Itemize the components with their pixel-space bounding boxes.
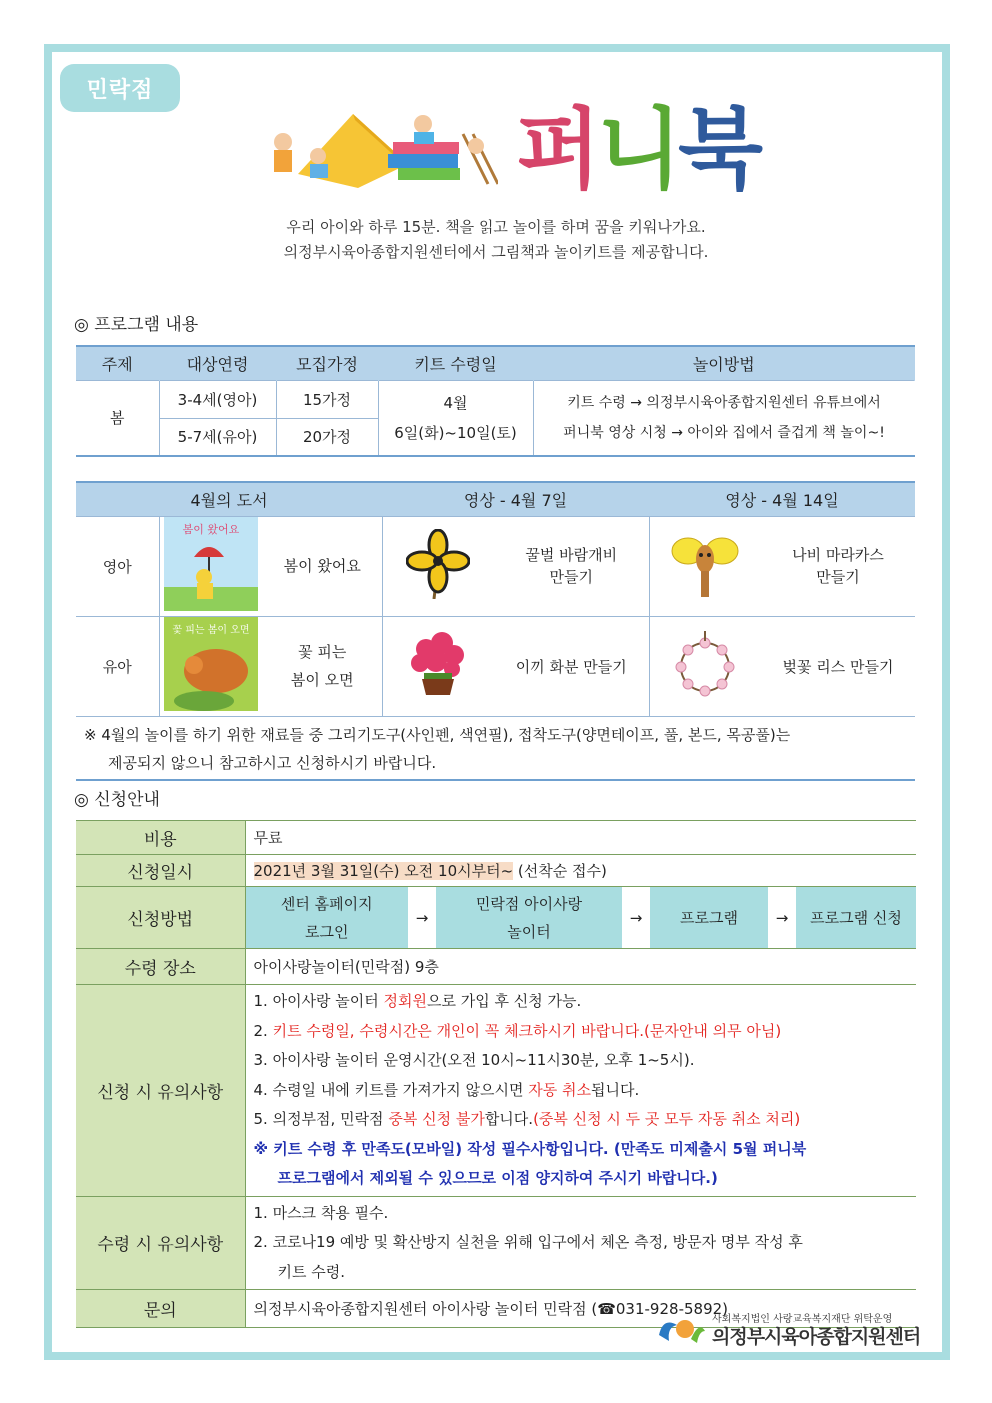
receive-item: 2. 코로나19 예방 및 확산방지 실천을 위해 입구에서 체온 측정, 방문자 명부 작성 후 [253,1233,803,1251]
group-cell: 유아 [76,616,159,716]
count-cell: 15가정 [276,380,378,418]
activity-label: 꿀벌 바람개비 만들기 [494,516,649,616]
apply-notice-list [245,985,916,1197]
book-cover [159,516,263,616]
program-table [76,345,915,457]
book-cover [159,616,263,716]
activity-image [649,616,761,716]
book-title: 꽃 피는 봄이 오면 [263,616,382,716]
col-count: 모집가정 [276,346,378,380]
book-cover-image [164,517,258,611]
receive-item: 1. 마스크 착용 필수. [253,1203,389,1222]
butterfly-maracas-icon [670,529,740,599]
notice-item: 5. 의정부점, 민락점 중복 신청 불가합니다.(중복 신청 시 두 곳 모두 자동 취소 처리) [253,1110,801,1128]
count-cell: 20가정 [276,418,378,456]
step-program: 프로그램 [650,887,768,949]
place-value: 아이사랑놀이터(민락점) 9층 [245,949,916,985]
arrow-icon: → [408,887,436,949]
col-method: 놀이방법 [533,346,915,380]
section-program-heading: ◎ 프로그램 내용 [74,315,199,335]
fee-label: 비용 [76,821,245,855]
footer-center-name: 의정부시육아종합지원센터 [712,1326,921,1348]
center-logo-icon [655,1311,707,1347]
date-label: 신청일시 [76,855,245,887]
receive-notice-list [245,1196,916,1290]
col-video1: 영상 - 4월 7일 [382,482,649,516]
children-reading-illustration [258,104,498,196]
age-cell: 3-4세(영아) [159,380,276,418]
notice-item: 2. 키트 수령일, 수령시간은 개인이 꼭 체크하시기 바랍니다.(문자안내 의무 아님) [253,1021,782,1040]
col-date: 키트 수령일 [378,346,533,380]
receive-notice-label: 수령 시 유의사항 [76,1196,245,1290]
svg-text:꽃 피는 봄이 오면: 꽃 피는 봄이 오면 [172,625,250,636]
place-label: 수령 장소 [76,949,245,985]
activity-label: 벚꽃 리스 만들기 [761,616,915,716]
arrow-icon: → [768,887,796,949]
intro-line-2: 의정부시육아종합지원센터에서 그림책과 놀이키트를 제공합니다. [283,243,709,261]
date-cell: 4월 6일(화)~10일(토) [378,380,533,456]
date-value: 2021년 3월 31일(수) 오전 10시부터~ (선착순 접수) [245,855,916,887]
branch-tag: 민락점 [60,64,180,112]
col-books: 4월의 도서 [76,482,382,516]
activity-label: 이끼 화분 만들기 [494,616,649,716]
activity-image [649,516,761,616]
activity-label: 나비 마라카스 만들기 [761,516,915,616]
step-program-apply: 프로그램 신청 [796,887,916,949]
col-theme: 주제 [76,346,159,380]
apply-table [76,820,916,1328]
notice-item: 1. 아이사랑 놀이터 정회원으로 가입 후 신청 가능. [253,992,582,1010]
activity-image [382,616,494,716]
contact-value: 의정부시육아종합지원센터 아이사랑 놀이터 민락점 (☎031-928-5892) [245,1290,916,1328]
section-apply-heading: ◎ 신청안내 [74,790,160,810]
step-login: 센터 홈페이지 로그인 [245,887,408,949]
svg-text:봄이 왔어요: 봄이 왔어요 [182,523,240,536]
book-cover-image [164,617,258,711]
method-label: 신청방법 [76,887,245,949]
notice-survey: ※ 키트 수령 후 만족도(모바일) 작성 필수사항입니다. (만족도 미제출시 5월 퍼니북 [253,1139,807,1158]
activity-image [382,516,494,616]
group-cell: 영아 [76,516,159,616]
apply-notice-label: 신청 시 유의사항 [76,985,245,1197]
step-playground: 민락점 아이사랑 놀이터 [436,887,622,949]
notice-item: 4. 수령일 내에 키트를 가져가지 않으시면 자동 취소됩니다. [253,1080,640,1099]
fee-value: 무료 [245,821,916,855]
materials-note: ※ 4월의 놀이를 하기 위한 재료들 중 그리기도구(사인펜, 색연필), 접착도구(양면테이프, 풀, 본드, 목공풀)는 제공되지 않으니 참고하시고 신청하시기 바랍니다. [76,716,915,780]
footer-operator: 사회복지법인 사랑교육복지재단 위탁운영 [712,1314,893,1325]
page-title: 퍼니북 [516,98,760,201]
cherry-blossom-wreath-icon [670,629,740,699]
books-table [76,481,915,781]
book-title: 봄이 왔어요 [263,516,382,616]
notice-survey: 프로그램에서 제외될 수 있으므로 이점 양지하여 주시기 바랍니다.) [277,1169,718,1187]
moss-flowerpot-icon [406,629,470,699]
col-video2: 영상 - 4월 14일 [649,482,915,516]
arrow-icon: → [622,887,650,949]
col-age: 대상연령 [159,346,276,380]
method-cell: 키트 수령 → 의정부시육아종합지원센터 유튜브에서 퍼니북 영상 시청 → 아이와 집에서 즐겁게 책 놀이~! [533,380,915,456]
intro-line-1: 우리 아이와 하루 15분. 책을 읽고 놀이를 하며 꿈을 키워나가요. [286,218,706,236]
age-cell: 5-7세(유아) [159,418,276,456]
receive-item: 키트 수령. [277,1262,345,1281]
theme-cell: 봄 [76,380,159,456]
notice-item: 3. 아이사랑 놀이터 운영시간(오전 10시~11시30분, 오후 1~5시). [253,1051,695,1069]
bee-pinwheel-icon [406,529,470,599]
contact-label: 문의 [76,1290,245,1328]
